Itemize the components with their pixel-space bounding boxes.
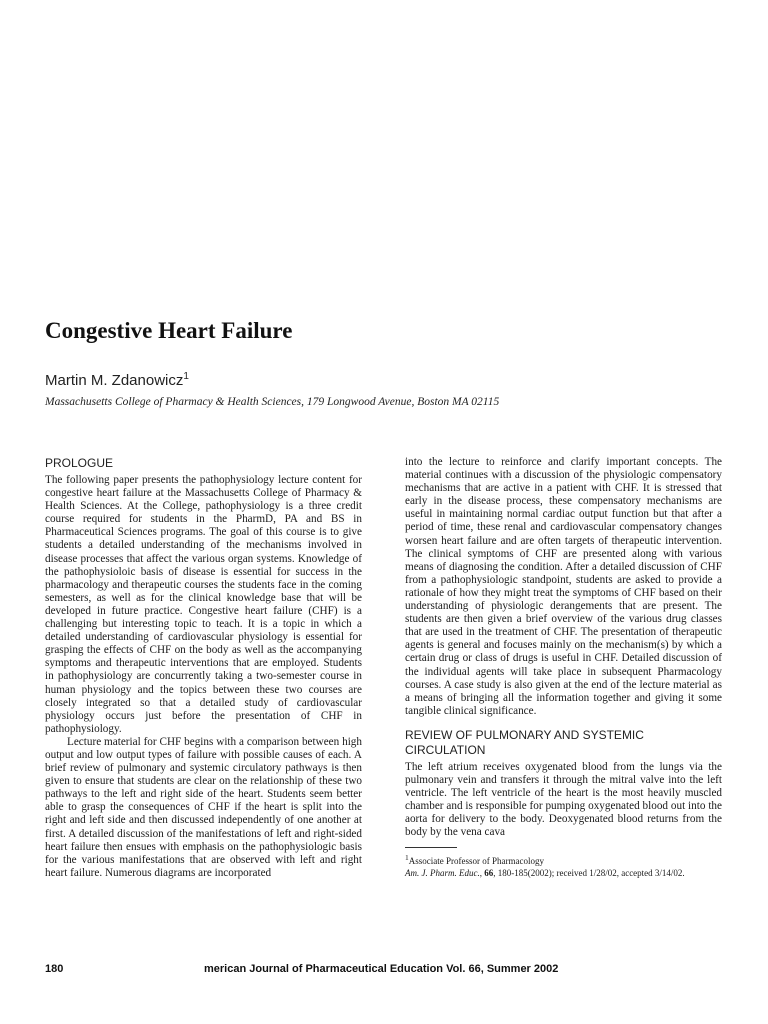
prologue-continued-paragraph: into the lecture to reinforce and clarify important concepts. The material continues with a discussion of the physiologic compensatory mechanisms that are active in a patient with CHF. It is stressed that early in the disease process, these compensatory mechanisms are useful in maintaining normal cardiac output function but that after a period of time, these renal and cardiovascular compensatory changes worsen heart failure and are often targets of therapeutic intervention. The clinical symptoms of CHF are presented along with various means of diagnosing the condition. After a detailed discussion of CHF from a pathophysiologic standpoint, students are asked to provide a rationale of how they might treat the symptoms of CHF based on their understanding of physiologic derangements that are present. The students are then given a brief overview of the various drug classes that are used in the treatment of CHF. The presentation of therapeutic agents is general and focuses mainly on the mechanism(s) by which a certain drug or class of drugs is useful in CHF. Detailed discussion of the individual agents will take place in subsequent Pharmacology courses. A case study is also given at the end of the lecture material as a means of bringing all the information together and giving it some tangible clinical significance. (405, 456, 722, 717)
circulation-review-heading: REVIEW OF PULMONARY AND SYSTEMIC CIRCULATION (405, 727, 644, 757)
right-column (405, 456, 722, 879)
citation-journal: Am. J. Pharm. Educ. (405, 868, 480, 879)
citation-volume: 66 (484, 868, 494, 879)
footnote-citation: Am. J. Pharm. Educ., 66, 180-185(2002); received 1/28/02, accepted 3/14/02. (405, 868, 685, 879)
author-line (45, 371, 189, 389)
article-title: Congestive Heart Failure (45, 318, 293, 343)
footnote-affiliation (405, 852, 722, 867)
page-number: 180 (45, 963, 64, 975)
footnote-mark: 1 (405, 853, 409, 863)
prologue-paragraph-1: The following paper presents the pathophysiology lecture content for congestive heart failure at the Massachusetts College of Pharmacy & Health Sciences. At the College, pathophysiology is a three credit course required for students in the PharmD, PA and BS in Pharmaceutical Sciences programs. The goal of this course is to give students a detailed understanding of the mechanisms involved in disease processes that affect the various organ systems. Knowledge of the pathophysioloic basis of disease is essential for success in the pharmacology and therapeutic courses the students face in the coming semesters, as well as for the clinical knowledge base that will be developed in future practice. Congestive heart failure (CHF) is a challenging but interesting topic to teach. It is a topic in which a detailed understanding of cardiovascular physiology is essential for grasping the effects of CHF on the body as well as the accompanying symptoms and therapeutic interventions that are employed. Students in pathophysiology are concurrently taking a two-semester course in human physiology and the topics between these two courses are closely integrated so that a detailed study of cardiovascular physiology occurs just before the presentation of CHF in pathophysiology. (45, 474, 362, 735)
citation-details: , 180-185(2002); received 1/28/02, accepted 3/14/02. (493, 868, 685, 879)
prologue-paragraph-2: Lecture material for CHF begins with a comparison between high output and low output types of failure with possible causes of each. A brief review of pulmonary and systemic circulatory pathways is then given to ensure that students are clear on the relationship of these two pathways to the left and right side of the heart. Students seem better able to grasp the consequences of CHF if the heart is split into the right and left side and then discussed independently of one another at first. A detailed discussion of the manifestations of left and right-sided heart failure then ensues with emphasis on the pathophysiologic basis for the various manifestations that are observed with left and right heart failure. Numerous diagrams are incorporated (45, 735, 362, 879)
author-footnote-mark: 1 (183, 371, 189, 382)
prologue-heading: PROLOGUE (45, 456, 114, 470)
circulation-review-paragraph: The left atrium receives oxygenated blood from the lungs via the pulmonary vein and transfers it through the mitral valve into the left ventricle. The left ventricle of the heart is the most heavily muscled chamber and is responsible for pumping oxygenated blood out into the aorta for delivery to the body. Deoxygenated blood returns from the body by the vena cava (405, 760, 722, 839)
author-name: Martin M. Zdanowicz (45, 372, 184, 389)
journal-footer-title: merican Journal of Pharmaceutical Education Vol. 66, Summer 2002 (204, 963, 559, 975)
author-affiliation: Massachusetts College of Pharmacy & Health Sciences, 179 Longwood Avenue, Boston MA 02115 (45, 396, 500, 408)
footnotes (405, 847, 722, 879)
left-column (45, 456, 362, 880)
footnote-affiliation-text: Associate Professor of Pharmacology (408, 856, 544, 867)
footnote-divider (405, 847, 457, 848)
